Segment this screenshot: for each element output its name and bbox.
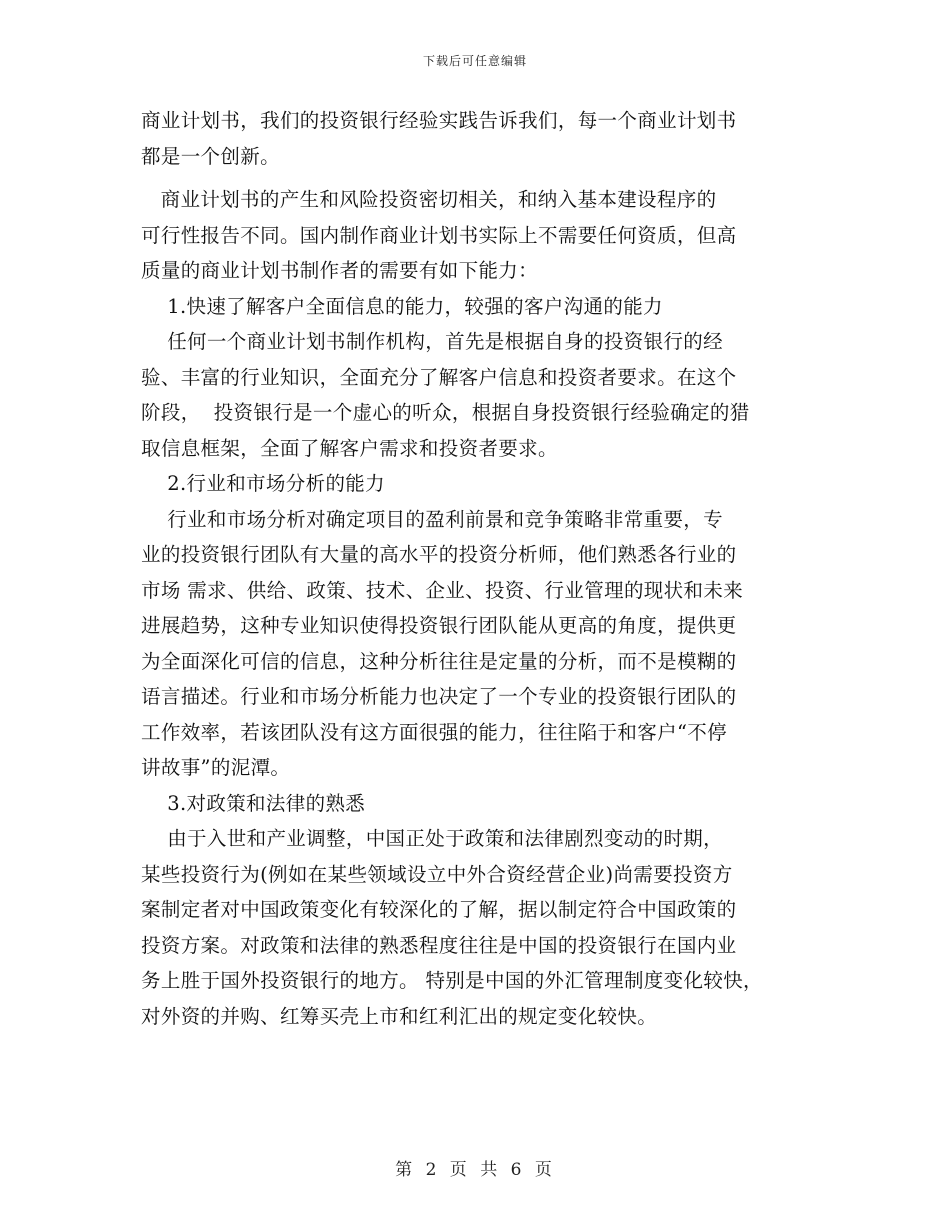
text-line: 某些投资行为(例如在某些领域设立中外合资经营企业)尚需要投资方 bbox=[141, 862, 733, 886]
text-line: 案制定者对中国政策变化有较深化的了解，据以制定符合中国政策的 bbox=[141, 898, 737, 921]
text-line: 对外资的并购、红筹买壳上市和红利汇出的规定变化较快。 bbox=[141, 1004, 658, 1028]
text-line: 业的投资银行团队有大量的高水平的投资分析师，他们熟悉各行业的 bbox=[141, 543, 737, 566]
page-number-footer: 第 2 页 共 6 页 bbox=[395, 1160, 555, 1180]
page-header: 下载后可任意编辑 bbox=[422, 54, 527, 68]
text-line: 进展趋势，这种专业知识使得投资银行团队能从更高的角度，提供更 bbox=[141, 614, 737, 637]
text-line: 工作效率，若该团队没有这方面很强的能力，往往陷于和客户“不停 bbox=[141, 720, 727, 744]
text-line: 投资方案。对政策和法律的熟悉程度往往是中国的投资银行在国内业 bbox=[141, 933, 737, 957]
document-body bbox=[141, 103, 816, 1034]
paragraph-gap bbox=[141, 174, 816, 182]
text-line: 都是一个创新。 bbox=[141, 144, 280, 168]
list-heading-2: 2.行业和市场分析的能力 bbox=[141, 472, 385, 495]
text-line: 取信息框架，全面了解客户需求和投资者要求。 bbox=[141, 436, 558, 460]
list-heading-1: 1.快速了解客户全面信息的能力，较强的客户沟通的能力 bbox=[141, 294, 663, 318]
text-line: 质量的商业计划书制作者的需要有如下能力： bbox=[141, 259, 539, 282]
text-line: 商业计划书，我们的投资银行经验实践告诉我们，每一个商业计划书 bbox=[141, 109, 737, 132]
text-line: 验、丰富的行业知识，全面充分了解客户信息和投资者要求。在这个 bbox=[141, 365, 737, 389]
text-line: 为全面深化可信的信息，这种分析往往是定量的分析，而不是模糊的 bbox=[141, 649, 737, 673]
text-line: 由于入世和产业调整，中国正处于政策和法律剧烈变动的时期， bbox=[141, 827, 723, 850]
text-line: 行业和市场分析对确定项目的盈利前景和竞争策略非常重要，专 bbox=[141, 507, 723, 531]
text-line: 可行性报告不同。国内制作商业计划书实际上不需要任何资质，但高 bbox=[141, 223, 737, 247]
text-line: 讲故事”的泥潭。 bbox=[141, 756, 291, 779]
text-line: 务上胜于国外投资银行的地方。 特别是中国的外汇管理制度变化较快， bbox=[141, 969, 763, 992]
text-line: 语言描述。行业和市场分析能力也决定了一个专业的投资银行团队的 bbox=[141, 685, 737, 708]
list-heading-3: 3.对政策和法律的熟悉 bbox=[141, 791, 366, 815]
text-line: 商业计划书的产生和风险投资密切相关，和纳入基本建设程序的 bbox=[141, 188, 717, 211]
text-line: 市场 需求、供给、政策、技术、企业、投资、行业管理的现状和未来 bbox=[141, 578, 744, 602]
text-line: 阶段， 投资银行是一个虚心的听众，根据自身投资银行经验确定的猎 bbox=[141, 401, 750, 424]
text-line: 任何一个商业计划书制作机构，首先是根据自身的投资银行的经 bbox=[141, 330, 723, 353]
